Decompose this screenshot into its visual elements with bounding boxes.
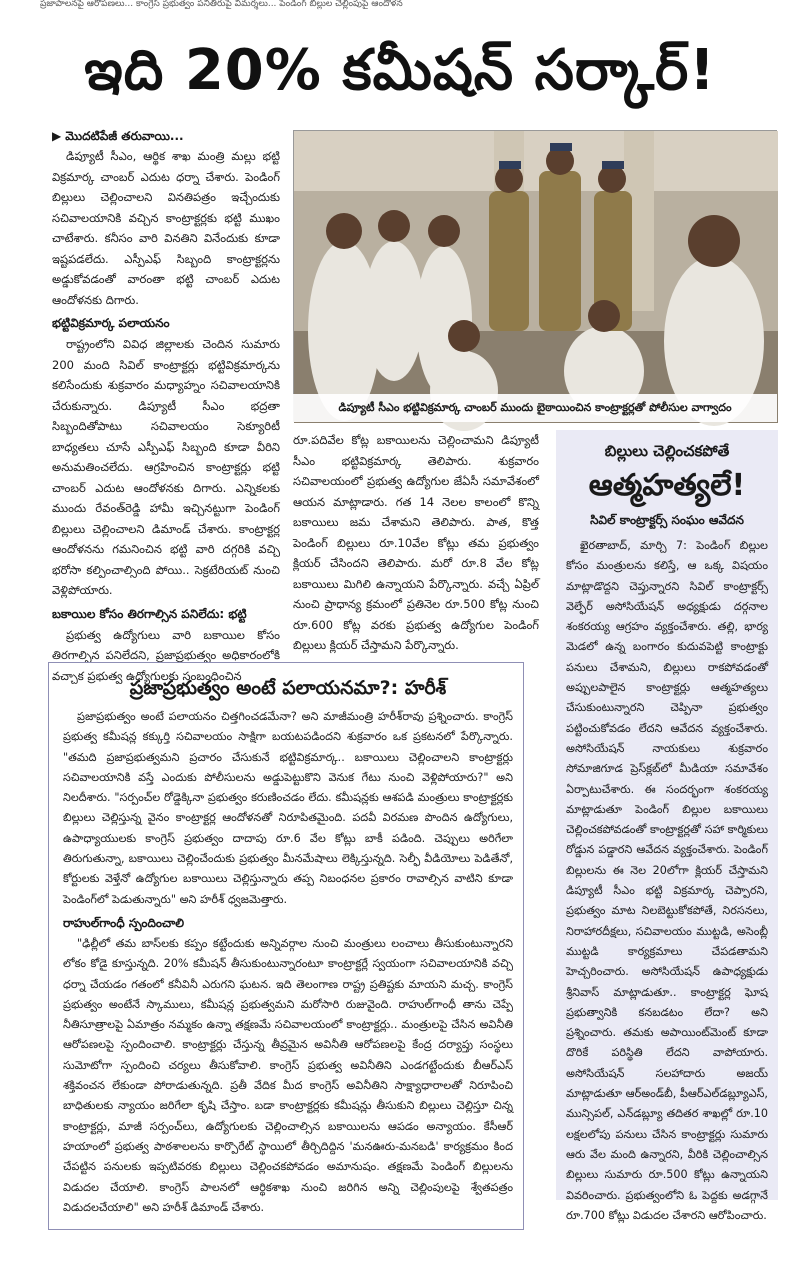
box-title: ప్రజాప్రభుత్వం అంటే పలాయనమా?: హరీశ్ xyxy=(129,677,447,699)
lead-column xyxy=(52,126,280,683)
protest-photo-illustration xyxy=(294,131,778,423)
continuation-note: ▶ మొదటిపేజీ తరువాయి... xyxy=(52,126,280,146)
sidebar-paragraph: ఖైరతాబాద్, మార్చి 7: పెండింగ్ బిల్లుల కోసం మంత్రులను కలిస్తే, ఆ ఒక్క విషయం మాట్లాడొద్దని చెప్తున్నారని సివిల్ కాంట్రాక్టర్స్ వెల్ఫేర్ అసోసియేషన్ అధ్యక్షుడు దర్గనాల శంకరయ్య ఆగ్రహం వ్యక్తంచేశారు. తల్లి, భార్య మెడలో ఉన్న బంగారం కుదువపెట్టి కాంట్రాక్టు పనులు చేశామని, బిల్లులు రాకపోవడంతో అప్పులపాలైన కాంట్రాక్టర్లు ఆత్మహత్యలు చేసుకుంటున్నారని చెప్పినా ప్రభుత్వం పట్టించుకోవడం లేదని ఆవేదన వ్యక్తంచేశారు. అసోసియేషన్ నాయకులు శుక్రవారం సోమాజిగూడ ప్రెస్‌క్లబ్‌లో మీడియా సమావేశం ఏర్పాటుచేశారు. ఈ సందర్భంగా శంకరయ్య మాట్లాడుతూ పెండింగ్ బిల్లుల బకాయిలు చెల్లించకపోవడంతో కాంట్రాక్టర్లతో సహా కార్మికులు రోడ్డున పడ్డారని ఆవేదన వ్యక్తంచేశారు. పెండింగ్ బిల్లులను ఈ నెల 20లోగా క్లియర్ చేస్తామని డిప్యూటీ సీఎం భట్టి విక్రమార్క చెప్పారని, ప్రభుత్వం మాట నిలబెట్టుకోకపోతే, నిరసనలు, నిరాహారదీక్షలు, సచివాలయం ముట్టడి, అసెంబ్లీ ముట్టడి కార్యక్రమాలు చేపడతామని హెచ్చరించారు. అసోసియేషన్ ఉపాధ్యక్షుడు శ్రీనివాస్ మాట్లాడుతూ.. కాంట్రాక్టర్ల ఘోష ప్రభుత్వానికి కనబడటం లేదా? అని ప్రశ్నించారు. తమకు అపాయింట్‌మెంట్ కూడా దొరికే పరిస్థితి లేదని వాపోయారు. అసోసియేషన్ సలహాదారు అజయ్ మాట్లాడుతూ ఆర్‌అండ్‌బీ, పీఆర్‌ఎల్‌డబ్ల్యూఎస్, మున్సిపల్, ఎన్‌డబ్ల్యూ తదితర శాఖల్లో రూ.10 లక్షలలోపు పనులు చేసిన కాంట్రాక్టర్లు సుమారు ఆరు వేల మంది ఉన్నారని, వీరికి చెల్లించాల్సిన బిల్లులు సుమారు రూ.500 కోట్లు ఉన్నాయని వివరించారు. ప్రభుత్వంలోని ఓ పెద్దకు అడగ్గానే రూ.700 కోట్లు విడుదల చేశారని ఆరోపించారు. xyxy=(566,539,768,1222)
lead-paragraph: డిప్యూటీ సీఎం, ఆర్థిక శాఖ మంత్రి మల్లు భట్టి విక్రమార్క చాంబర్ ఎదుట ధర్నా చేశారు. పెండింగ్ బిల్లులు చెల్లించాలని వినతిపత్రం ఇచ్చేందుకు సచివాలయానికి వచ్చిన కాంట్రాక్టర్లకు భట్టి ముఖం చాటేశారు. కనీసం వారి వినతిని వినేందుకు కూడా ఇష్టపడలేదు. ఎస్పీఎఫ్ సిబ్బంది కాంట్రాక్టర్లను అడ్డుకోవడంతో వారంతా భట్టి చాంబర్ ఎదుట ఆందోళనకు దిగారు. xyxy=(52,149,280,307)
triangle-marker-icon: ▶ xyxy=(52,129,62,143)
subhead-escape: భట్టివిక్రమార్క పలాయనం xyxy=(52,316,170,330)
sidebar-headline: ఆత్మహత్యలే! xyxy=(588,468,746,503)
middle-column xyxy=(293,430,539,656)
harish-boxed-story xyxy=(48,662,524,1230)
sidebar-kicker: బిల్లులు చెల్లించకపోతే xyxy=(604,442,730,460)
paragraph-contractors: రాష్ట్రంలోని వివిధ జిల్లాలకు చెందిన సుమారు 200 మంది సివిల్ కాంట్రాక్టర్లు భట్టివిక్రమార్కను కలిసేందుకు శుక్రవారం మధ్యాహ్నం సచివాలయానికి చేరుకున్నారు. డిప్యూటీ సీఎం భద్రతా సిబ్బందితోపాటు సచివాలయం సెక్యూరిటీ బాధ్యతలు చూసే ఎస్పీఎఫ్ సిబ్బంది కూడా వీరిని అనుమతించలేదు. ఆగ్రహించిన కాంట్రాక్టర్లు భట్టి చాంబర్ ఎదుట ఆందోళనకు దిగారు. ఎన్నికలకు ముందు రేవంత్‌రెడ్డి హామీ ఇచ్చినట్టుగా పెండింగ్ బిల్లులు చెల్లించాలని డిమాండ్ చేశారు. కాంట్రాక్టర్ల ఆందోళనను గమనించిన భట్టి వారి దగ్గరికి వచ్చి భరోసా కల్పించాల్సింది పోయి.. సెక్రటేరియట్ నుంచి వెళ్లిపోయారు. xyxy=(52,337,280,597)
sidebar-subhead: సివిల్ కాంట్రాక్టర్స్ సంఘం ఆవేదన xyxy=(590,513,744,527)
top-strip: ప్రజాపాలనపై ఆరోపణలు... కాంగ్రెస్ ప్రభుత్వం పనితీరుపై విమర్శలు... పెండింగ్ బిల్లుల చెల్లింపుపై ఆందోళన xyxy=(40,0,403,9)
page-headline: ఇది 20% కమీషన్ సర్కార్! xyxy=(84,38,716,103)
box-paragraph-1: ప్రజాప్రభుత్వం అంటే పలాయనం చిత్తగించడమేనా? అని మాజీమంత్రి హరీశ్‌రావు ప్రశ్నించారు. కాంగ్రెస్ ప్రభుత్వ కమీషన్ల కక్కుర్తి సచివాలయం సాక్షిగా బయటపడిందని శుక్రవారం ఒక ప్రకటనలో పేర్కొన్నారు. "తమది ప్రజాప్రభుత్వమని ప్రచారం చేసుకునే భట్టివిక్రమార్క.. బకాయిలు చెల్లించాలని కాంట్రాక్టర్లు సచివాలయానికి వస్తే ఎందుకు పోలీసులను అడ్డుపెట్టుకొని వెనుక గేటు నుంచి వెళ్లిపోయారు?" అని నిలదీశారు. "సర్పంచ్‌ల రోడ్డెక్కినా ప్రభుత్వం కరుణించడం లేదు. కమీషన్లకు ఆశపడి మంత్రులు కాంట్రాక్టర్లకు బిల్లులు చెల్లిస్తున్న వైనం కాంట్రాక్టర్ల ఆందోళనతో నిరూపితమైంది. పదవీ విరమణ పొందిన ఉద్యోగులు, ఉపాధ్యాయులకు కాంగ్రెస్ ప్రభుత్వం దాదాపు రూ.6 వేల కోట్లు బాకీ పడింది. చెప్పులు అరిగేలా తిరుగుతున్నా, బకాయిలు చెల్లించేందుకు ప్రభుత్వం మీనమేషాలు లెక్కిస్తున్నది. సెల్ఫీ వీడియోలు పెడితేనో, కోర్టులకు వెళ్తేనో ఉద్యోగుల బకాయిలు చెల్లిస్తున్నారు తప్ప నిబంధనల ప్రకారం రావాల్సిన వాటిని కూడా పెండింగ్‌లో పెడుతున్నారు" అని హరీశ్ ధ్వజమెత్తారు. xyxy=(63,710,513,906)
paragraph-pending-bills: రూ.పదివేల కోట్ల బకాయిలను చెల్లించామని డిప్యూటీ సీఎం భట్టివిక్రమార్క తెలిపారు. శుక్రవారం సచివాలయంలో ప్రభుత్వ ఉద్యోగుల జేఏసీ సమావేశంలో ఆయన మాట్లాడారు. గత 14 నెలల కాలంలో కొన్ని బకాయిలు జమ చేశామని తెలిపారు. పాత, కొత్త పెండింగ్ బిల్లులు రూ.10వేల కోట్లు తమ ప్రభుత్వం క్లియర్ చేసిందని తెలిపారు. మరో రూ.8 వేల కోట్ల బకాయిలు మిగిలి ఉన్నాయని పేర్కొన్నారు. వచ్చే ఏప్రిల్ నుంచి ప్రాధాన్య క్రమంలో ప్రతినెల రూ.500 కోట్ల నుంచి రూ.600 కోట్ల వరకు ప్రభుత్వ ఉద్యోగుల పెండింగ్ బిల్లులు క్లియర్ చేస్తామని పేర్కొన్నారు. xyxy=(293,433,539,652)
paragraph-employees: ప్రభుత్వ ఉద్యోగులు వారి బకాయిల కోసం తిరగాల్సిన పనిలేదని, ప్రజాప్రభుత్వం అధికారంలోకి వచ్చాక ప్రభుత్వ ఉద్యోగులకు సంబంధించిన xyxy=(52,627,280,683)
contractors-sidebar xyxy=(556,430,778,1222)
box-subhead: రాహుల్‌గాంధీ స్పందించాలి xyxy=(63,915,185,930)
box-paragraph-2: "ఢిల్లీలో తమ బాస్‌లకు కప్పం కట్టేందుకు అన్నివర్గాల నుంచి మంత్రులు లంచాలు తీసుకుంటున్నారని లోకం కోడై కూస్తున్నది. 20% కమీషన్ తీసుకుంటున్నారంటూ కాంట్రాక్టర్లే స్వయంగా సచివాలయానికి వచ్చి ధర్నా చేయడం గతంలో కనీవినీ ఎరుగని ఘటన. ఇది తెలంగాణ రాష్ట్ర ప్రతిష్టకు మాయని మచ్చ. కాంగ్రెస్ ప్రభుత్వం అంటేనే స్కాములు, కమీషన్ల ప్రభుత్వమని మరోసారి రుజువైంది. రాహుల్‌గాంధీ తాను చెప్పే నీతిసూత్రాలపై ఏమాత్రం నమ్మకం ఉన్నా తక్షణమే సచివాలయంలో కాంట్రాక్టర్లు.. మంత్రులపై చేసిన అవినీతి ఆరోపణలపై స్పందించాలి. కాంట్రాక్టర్లు చేస్తున్న తీవ్రమైన అవినీతి ఆరోపణలపై కేంద్ర దర్యాప్తు సంస్థలు సుమోటోగా స్పందించి చర్యలు తీసుకోవాలి. కాంగ్రెస్ ప్రభుత్వ అవినీతిని ఎండగట్టేందుకు బీఆర్ఎస్ శక్తివంచన లేకుండా పోరాడుతున్నది. ప్రతీ వేదిక మీద కాంగ్రెస్ అవినీతిని సాక్ష్యాధారాలతో నిరూపించి బాధితులకు న్యాయం జరిగేలా కృషి చేస్తాం. బడా కాంట్రాక్టర్లకు కమీషన్లు తీసుకుని బిల్లులు చెల్లిస్తూ చిన్న కాంట్రాక్టర్లు, మాజీ సర్పంచ్‌లు, ఉద్యోగులకు చెల్లించాల్సిన బకాయిలను ఆపడం అన్యాయం. కేసీఆర్ హయాంలో ప్రభుత్వ పాఠశాలలను కార్పొరేట్ స్థాయిలో తీర్చిదిద్దిన 'మనఊరు-మనబడి' కార్యక్రమం కింద చేపట్టిన పనులకు ఇప్పటివరకు బిల్లులు చెల్లించకపోవడం అమానుషం. తక్షణమే పెండింగ్ బిల్లులను విడుదల చేయాలి. కాంగ్రెస్ పాలనలో ఆర్థికశాఖ నుంచి జరిగిన అన్ని చెల్లింపులపై శ్వేతపత్రం విడుదలచేయాలి" అని హరీశ్ డిమాండ్ చేశారు. xyxy=(63,936,513,1214)
subhead-dues: బకాయిల కోసం తిరగాల్సిన పనిలేదు: భట్టి xyxy=(52,606,247,621)
news-photo xyxy=(293,130,777,422)
photo-caption: డిప్యూటీ సీఎం భట్టివిక్రమార్క చాంబర్ ముందు బైఠాయించిన కాంట్రాక్టర్లతో పోలీసుల వాగ్వాదం xyxy=(293,394,777,422)
